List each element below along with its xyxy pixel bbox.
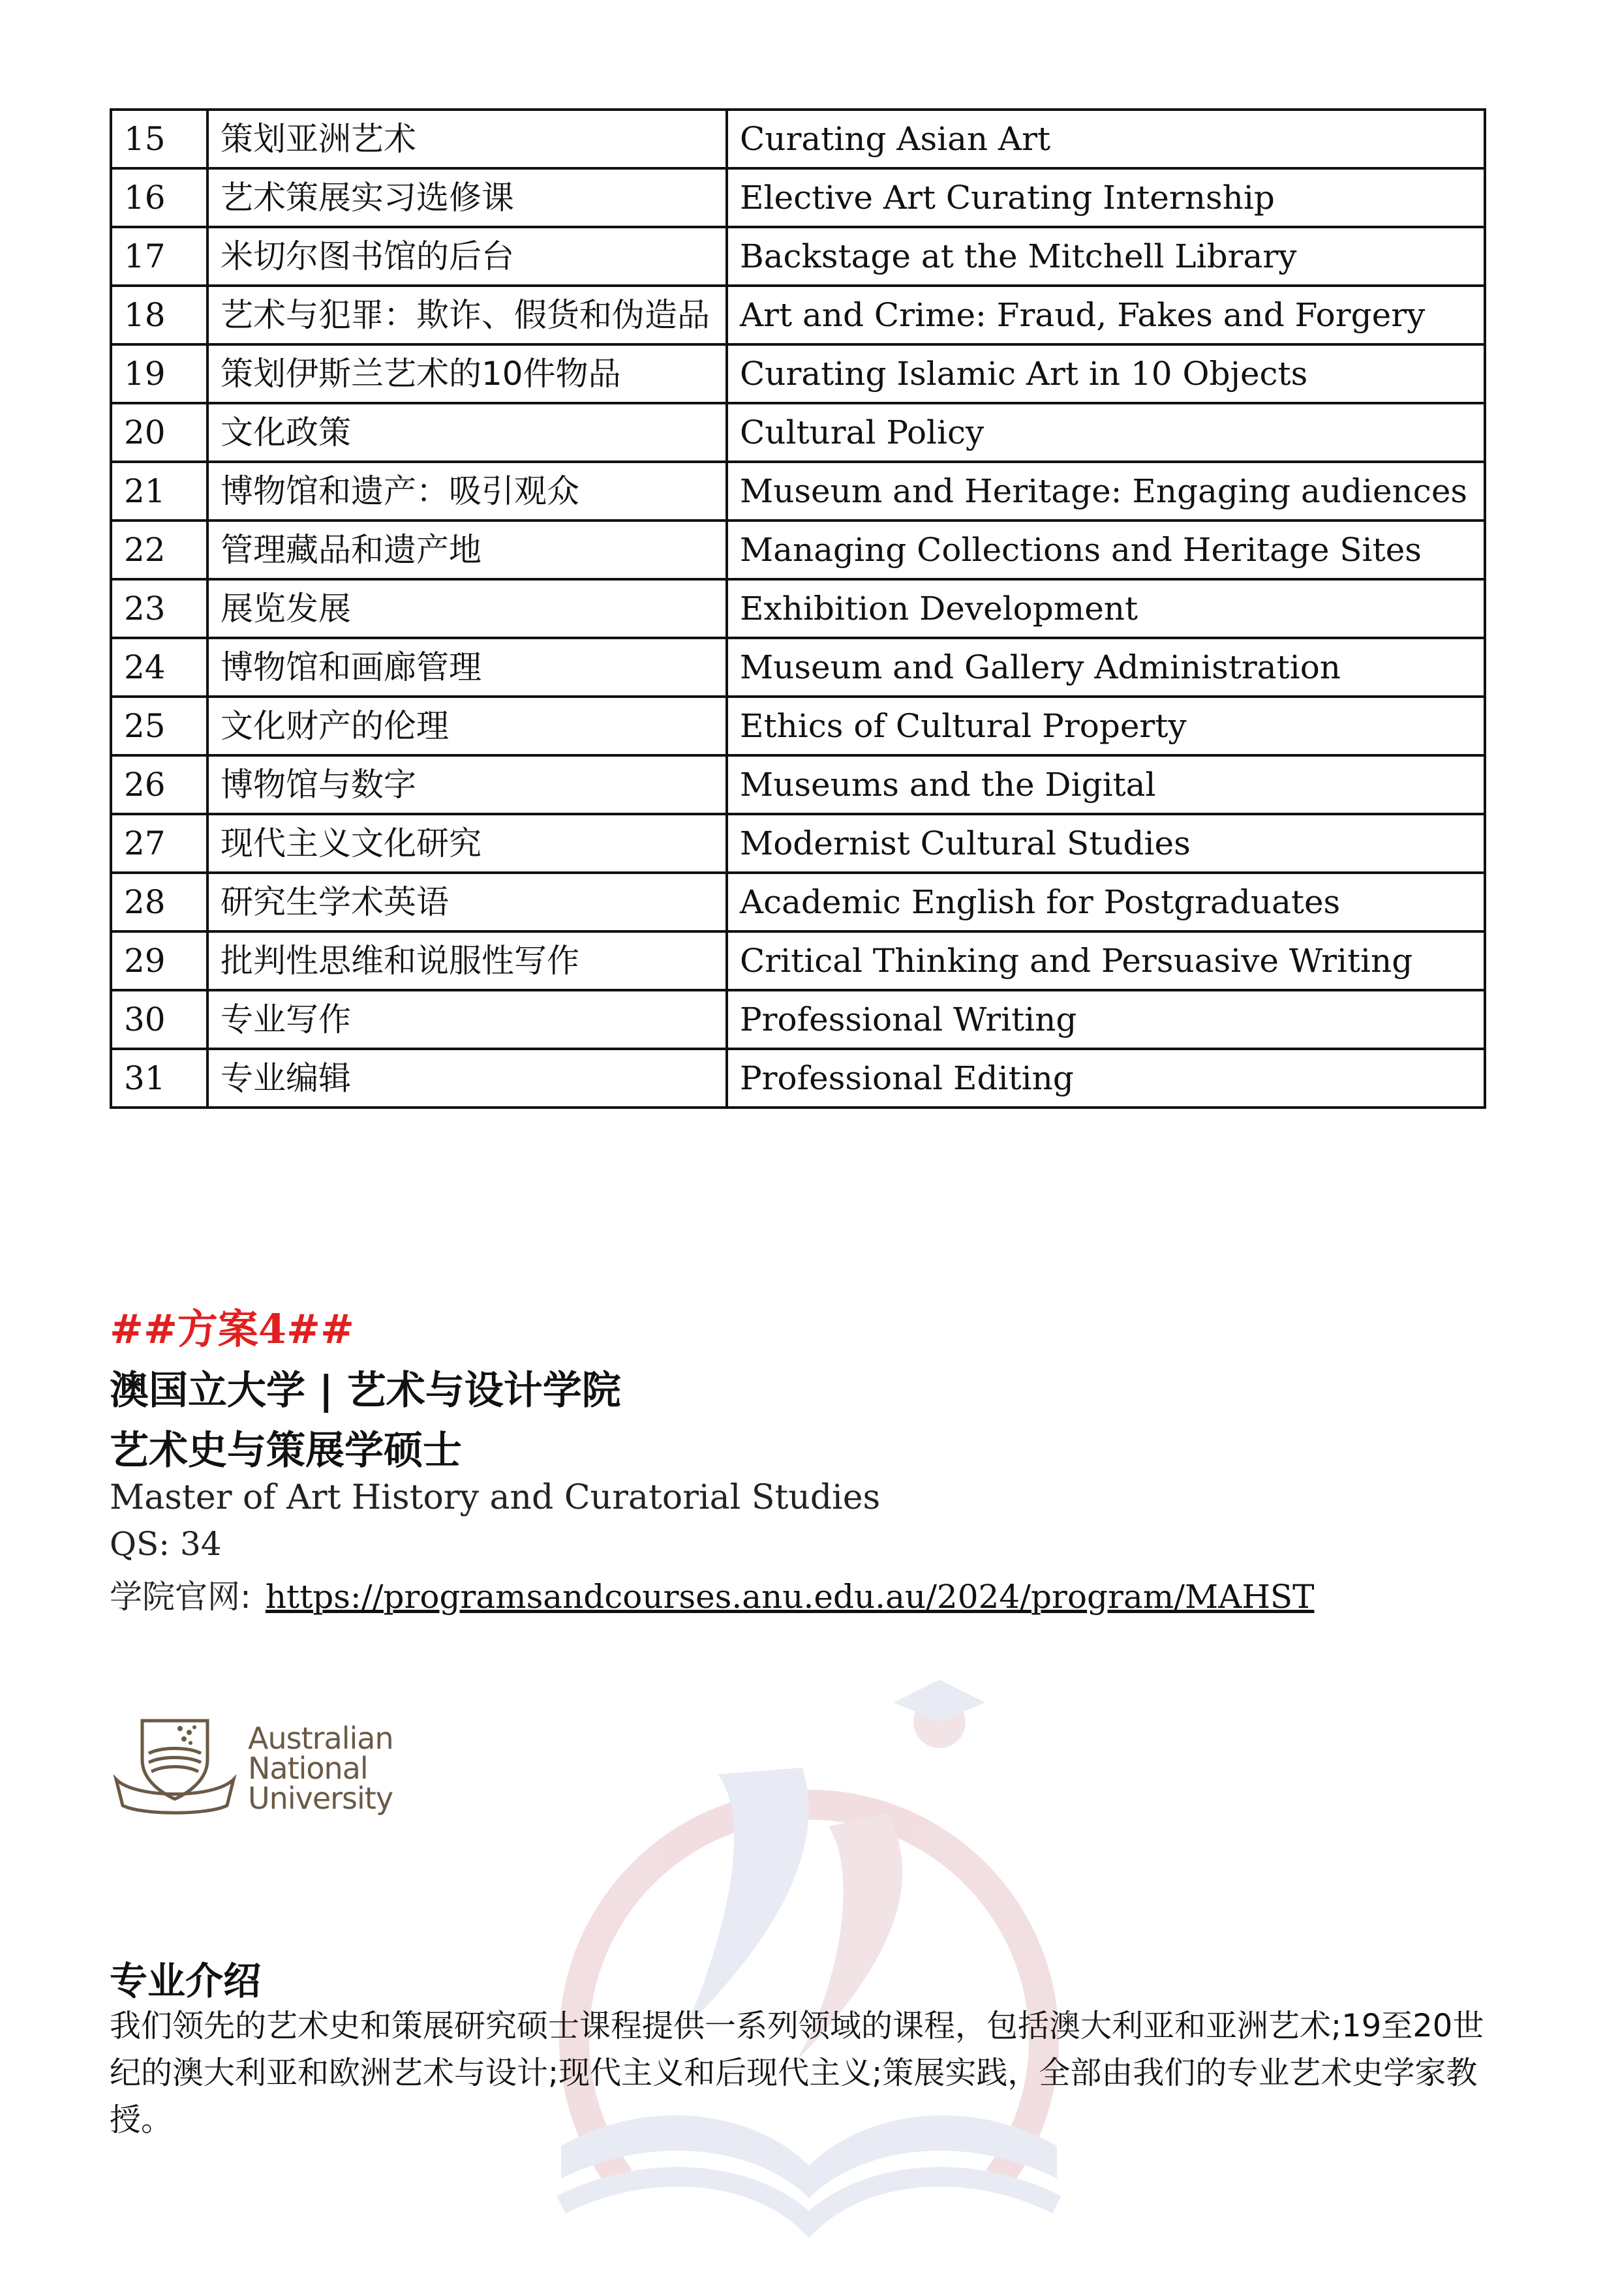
course-number: 25 [111,697,207,755]
crest-icon [110,1708,240,1819]
course-number: 19 [111,344,207,403]
course-number: 31 [111,1049,207,1108]
course-number: 24 [111,638,207,697]
course-number: 23 [111,579,207,638]
table-row [111,168,1485,227]
course-name-en: Modernist Cultural Studies [727,814,1485,873]
logo-line: National [248,1751,368,1786]
course-number: 27 [111,814,207,873]
intro-heading: 专业介绍 [110,1959,262,2003]
intro-body: 我们领先的艺术史和策展研究硕士课程提供一系列领域的课程，包括澳大利亚和亚洲艺术;19至20世纪的澳大利亚和欧洲艺术与设计;现代主义和后现代主义;策展实践，全部由我们的专业艺术史学家教授。 [110,2008,1484,2138]
course-name-en: Elective Art Curating Internship [727,168,1485,227]
course-name-en: Museums and the Digital [727,755,1485,814]
table-row [111,697,1485,755]
course-number: 15 [111,110,207,168]
course-name-cn: 管理藏品和遗产地 [207,521,727,579]
course-number: 28 [111,873,207,931]
table-row [111,521,1485,579]
course-name-en: Art and Crime: Fraud, Fakes and Forgery [727,286,1485,344]
course-name-cn: 文化政策 [207,403,727,462]
university-logo [110,1662,393,1884]
table-row [111,990,1485,1049]
table-row [111,403,1485,462]
table-row [111,286,1485,344]
course-name-cn: 现代主义文化研究 [207,814,727,873]
logo-line: University [248,1781,393,1816]
course-name-cn: 博物馆与数字 [207,755,727,814]
course-name-en: Backstage at the Mitchell Library [727,227,1485,286]
website-link[interactable]: https://programsandcourses.anu.edu.au/2024/program/MAHST [265,1578,1315,1616]
course-number: 22 [111,521,207,579]
table-row [111,755,1485,814]
course-name-cn: 展览发展 [207,579,727,638]
course-name-cn: 专业编辑 [207,1049,727,1108]
qs-ranking: QS: 34 [110,1525,222,1563]
course-name-cn: 艺术策展实习选修课 [207,168,727,227]
course-name-en: Exhibition Development [727,579,1485,638]
degree-title-en: Master of Art History and Curatorial Studies [110,1478,881,1517]
course-name-en: Museum and Gallery Administration [727,638,1485,697]
course-number: 29 [111,931,207,990]
table-row [111,873,1485,931]
course-table [110,108,1486,1109]
course-name-en: Critical Thinking and Persuasive Writing [727,931,1485,990]
course-name-en: Managing Collections and Heritage Sites [727,521,1485,579]
logo-wordmark [248,1721,393,1816]
table-row [111,110,1485,168]
logo-line: Australian [248,1721,393,1756]
course-table-body [111,110,1485,1108]
table-row [111,1049,1485,1108]
course-name-cn: 批判性思维和说服性写作 [207,931,727,990]
course-name-en: Professional Writing [727,990,1485,1049]
course-name-en: Curating Islamic Art in 10 Objects [727,344,1485,403]
table-row [111,814,1485,873]
course-number: 20 [111,403,207,462]
course-name-en: Professional Editing [727,1049,1485,1108]
course-number: 17 [111,227,207,286]
table-row [111,227,1485,286]
course-name-cn: 策划亚洲艺术 [207,110,727,168]
course-number: 21 [111,462,207,521]
plan-tag: ##方案4## [110,1305,354,1353]
course-number: 16 [111,168,207,227]
table-row [111,931,1485,990]
website-label: 学院官网: [110,1578,251,1616]
degree-title-cn: 艺术史与策展学硕士 [110,1428,462,1473]
school-heading: 澳国立大学 | 艺术与设计学院 [110,1368,621,1413]
course-name-cn: 研究生学术英语 [207,873,727,931]
course-name-cn: 专业写作 [207,990,727,1049]
course-number: 30 [111,990,207,1049]
table-row [111,344,1485,403]
course-name-en: Cultural Policy [727,403,1485,462]
course-name-cn: 博物馆和遗产：吸引观众 [207,462,727,521]
table-row [111,638,1485,697]
table-row [111,579,1485,638]
course-name-cn: 策划伊斯兰艺术的10件物品 [207,344,727,403]
website-line [110,1571,1315,1618]
course-name-en: Curating Asian Art [727,110,1485,168]
course-number: 18 [111,286,207,344]
table-row [111,462,1485,521]
course-name-cn: 艺术与犯罪：欺诈、假货和伪造品 [207,286,727,344]
course-number: 26 [111,755,207,814]
course-name-en: Ethics of Cultural Property [727,697,1485,755]
course-name-cn: 米切尔图书馆的后台 [207,227,727,286]
course-name-en: Academic English for Postgraduates [727,873,1485,931]
course-name-cn: 文化财产的伦理 [207,697,727,755]
course-name-cn: 博物馆和画廊管理 [207,638,727,697]
course-name-en: Museum and Heritage: Engaging audiences [727,462,1485,521]
